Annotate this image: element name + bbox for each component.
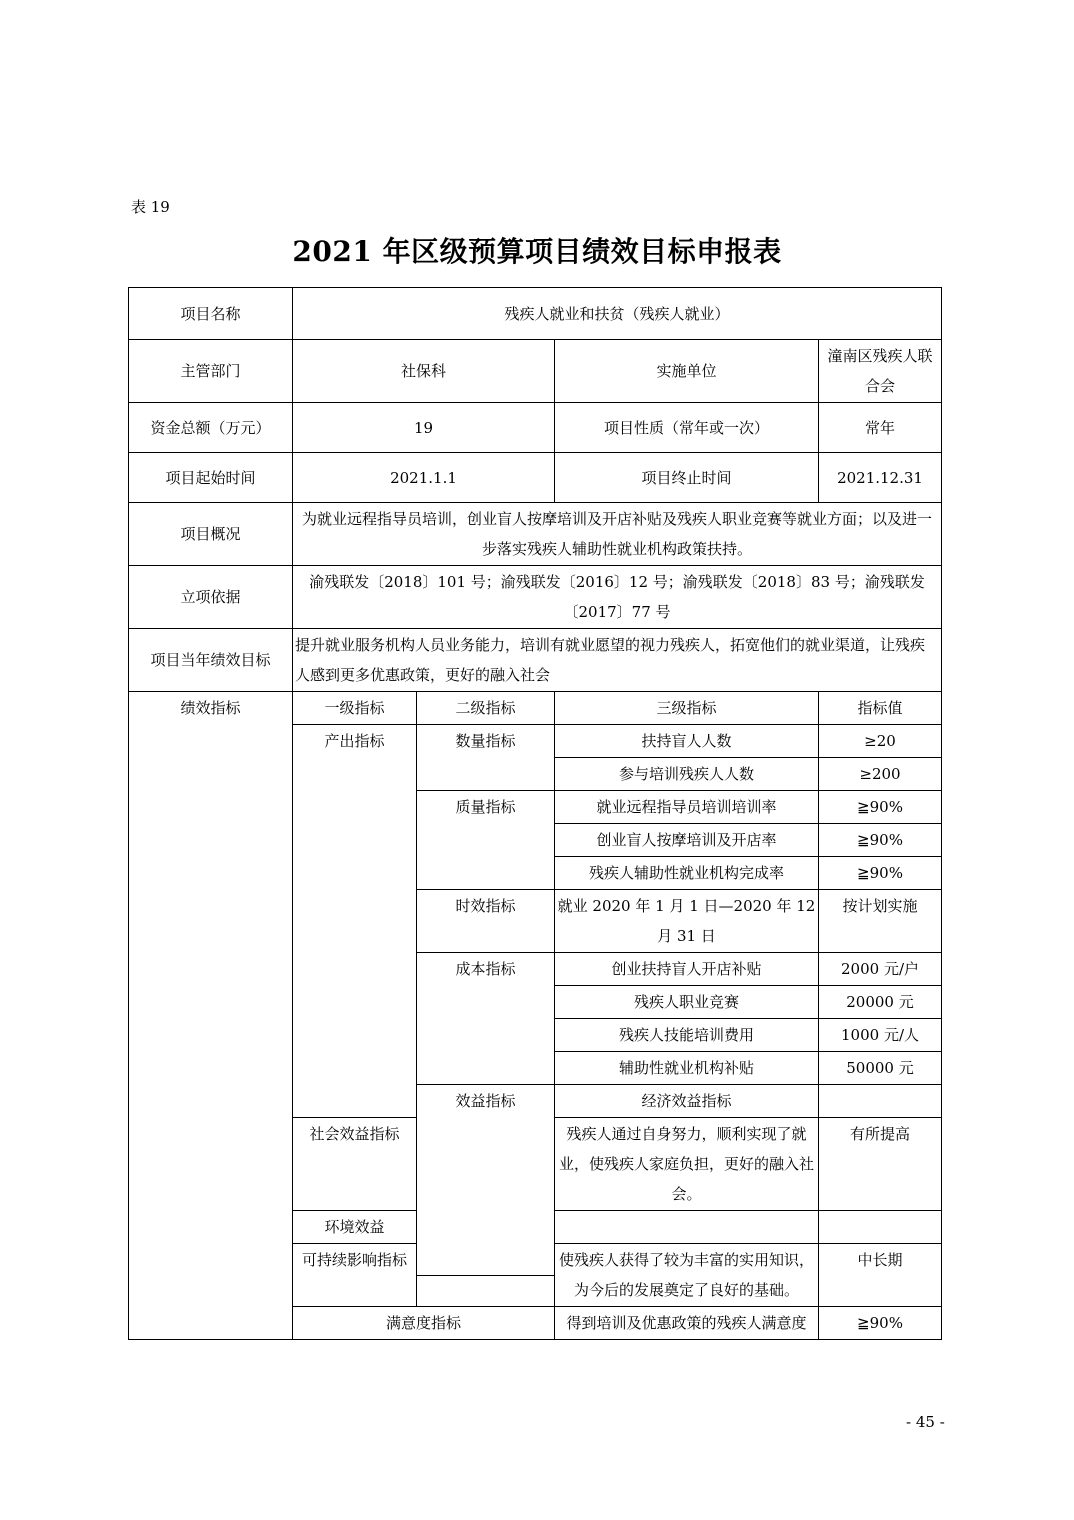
indicator-value: ≥200 <box>819 758 942 791</box>
economic-benefit-indicator: 经济效益指标 <box>555 1085 819 1118</box>
dept-value: 社保科 <box>293 340 555 403</box>
indicator-value: ≧90% <box>819 824 942 857</box>
goal-label: 项目当年绩效目标 <box>129 629 293 692</box>
indicator-value: ≧90% <box>819 857 942 890</box>
indicator-cell: 就业远程指导员培训培训率 <box>555 791 819 824</box>
overview-label: 项目概况 <box>129 503 293 566</box>
indicators-section-label: 绩效指标 <box>129 692 293 1340</box>
funds-label: 资金总额（万元） <box>129 403 293 453</box>
page-number: - 45 - <box>906 1413 945 1431</box>
basis-value: 渝残联发〔2018〕101 号；渝残联发〔2016〕12 号；渝残联发〔2018〕83 号；渝残联发〔2017〕77 号 <box>293 566 942 629</box>
indicator-cell: 残疾人职业竞赛 <box>555 986 819 1019</box>
indicator-cell <box>819 1085 942 1118</box>
project-name-label: 项目名称 <box>129 288 293 340</box>
indicator-cell: 残疾人技能培训费用 <box>555 1019 819 1052</box>
indicator-value: 中长期 <box>819 1244 942 1307</box>
project-name: 残疾人就业和扶贫（残疾人就业） <box>293 288 942 340</box>
indicator-value: ≥20 <box>819 725 942 758</box>
col-header-level2: 二级指标 <box>417 692 555 725</box>
indicator-value: ≧90% <box>819 1307 942 1340</box>
indicator-value <box>819 1211 942 1244</box>
quality-indicator: 质量指标 <box>417 791 555 890</box>
indicator-cell <box>555 1211 819 1244</box>
indicator-cell: 创业扶持盲人开店补贴 <box>555 953 819 986</box>
social-benefit-indicator: 社会效益指标 <box>293 1118 417 1211</box>
document-title: 2021 年区级预算项目绩效目标申报表 <box>292 235 782 268</box>
output-indicator: 产出指标 <box>293 725 417 1118</box>
goal-value: 提升就业服务机构人员业务能力，培训有就业愿望的视力残疾人，拓宽他们的就业渠道，让残疾人感到更多优惠政策，更好的融入社会 <box>293 629 942 692</box>
dept-label: 主管部门 <box>129 340 293 403</box>
col-header-value: 指标值 <box>819 692 942 725</box>
basis-label: 立项依据 <box>129 566 293 629</box>
performance-target-table <box>128 287 942 1340</box>
indicator-cell: 残疾人通过自身努力，顺利实现了就业，使残疾人家庭负担，更好的融入社会。 <box>555 1118 819 1211</box>
environment-benefit-indicator: 环境效益 <box>293 1211 417 1244</box>
nature-value: 常年 <box>819 403 942 453</box>
funds-value: 19 <box>293 403 555 453</box>
satisfaction-indicator: 满意度指标 <box>293 1307 555 1340</box>
indicator-cell: 创业盲人按摩培训及开店率 <box>555 824 819 857</box>
sustainability-indicator: 可持续影响指标 <box>293 1244 417 1307</box>
cost-indicator: 成本指标 <box>417 953 555 1085</box>
indicator-cell: 使残疾人获得了较为丰富的实用知识，为今后的发展奠定了良好的基础。 <box>555 1244 819 1307</box>
indicator-value: 1000 元/人 <box>819 1019 942 1052</box>
quantity-indicator: 数量指标 <box>417 725 555 791</box>
col-header-level3: 三级指标 <box>555 692 819 725</box>
start-value: 2021.1.1 <box>293 453 555 503</box>
indicator-value: ≧90% <box>819 791 942 824</box>
start-label: 项目起始时间 <box>129 453 293 503</box>
unit-value: 潼南区残疾人联合会 <box>819 340 942 403</box>
col-header-level1: 一级指标 <box>293 692 417 725</box>
unit-label: 实施单位 <box>555 340 819 403</box>
indicator-value: 50000 元 <box>819 1052 942 1085</box>
end-value: 2021.12.31 <box>819 453 942 503</box>
indicator-cell: 参与培训残疾人人数 <box>555 758 819 791</box>
timeliness-indicator: 时效指标 <box>417 890 555 953</box>
table-number: 表 19 <box>131 198 170 216</box>
benefit-indicator: 效益指标 <box>417 1085 555 1276</box>
indicator-value: 20000 元 <box>819 986 942 1019</box>
indicator-cell: 残疾人辅助性就业机构完成率 <box>555 857 819 890</box>
overview-value: 为就业远程指导员培训，创业盲人按摩培训及开店补贴及残疾人职业竞赛等就业方面；以及进一步落实残疾人辅助性就业机构政策扶持。 <box>293 503 942 566</box>
indicator-cell: 就业 2020 年 1 月 1 日—2020 年 12 月 31 日 <box>555 890 819 953</box>
indicator-cell: 得到培训及优惠政策的残疾人满意度 <box>555 1307 819 1340</box>
end-label: 项目终止时间 <box>555 453 819 503</box>
indicator-value: 2000 元/户 <box>819 953 942 986</box>
nature-label: 项目性质（常年或一次） <box>555 403 819 453</box>
indicator-cell: 辅助性就业机构补贴 <box>555 1052 819 1085</box>
indicator-value: 按计划实施 <box>819 890 942 953</box>
indicator-value: 有所提高 <box>819 1118 942 1211</box>
indicator-cell: 扶持盲人人数 <box>555 725 819 758</box>
